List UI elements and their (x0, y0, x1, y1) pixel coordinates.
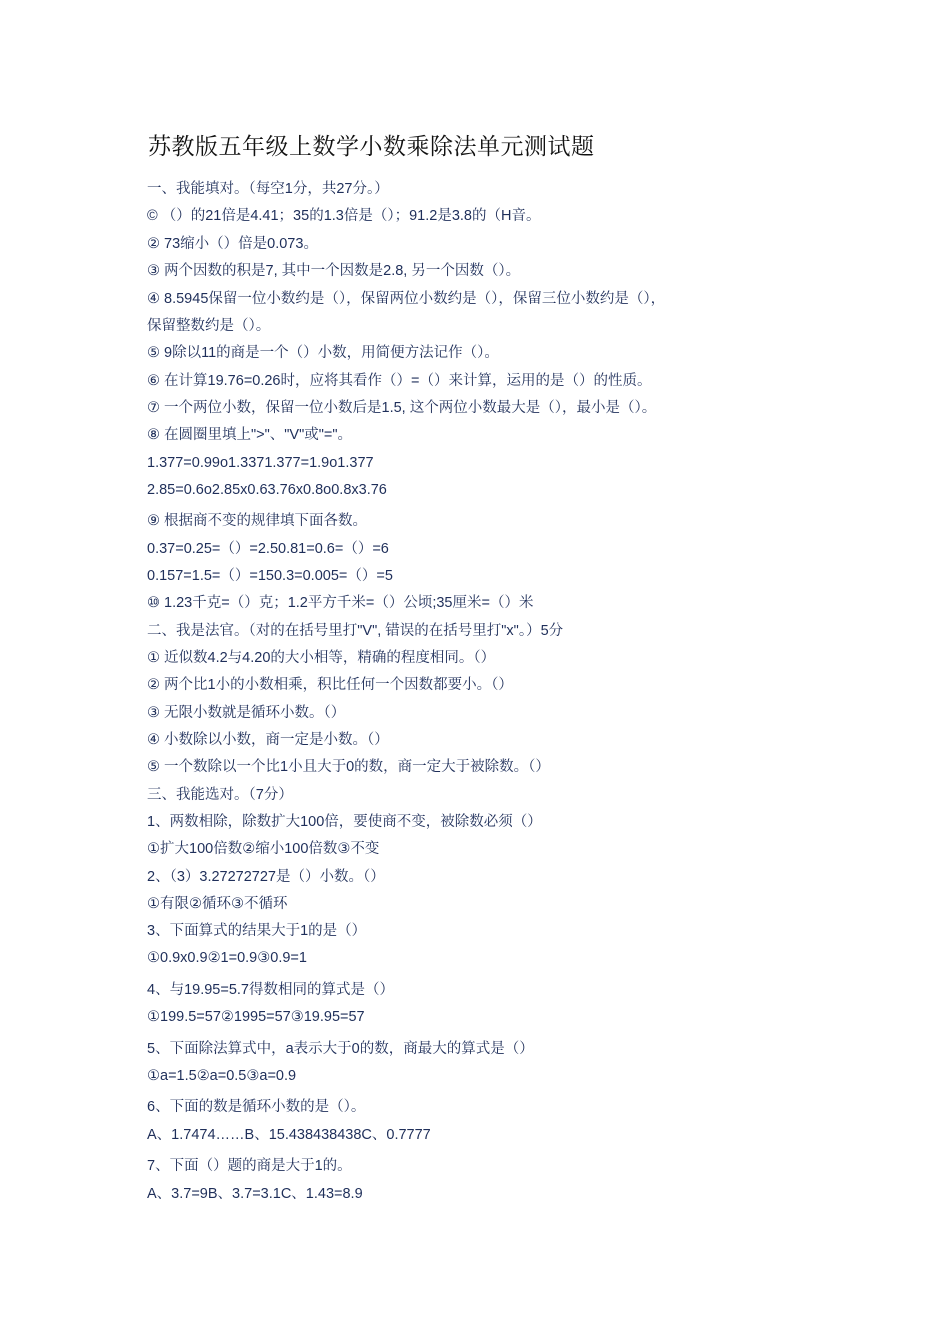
question-line: 2、（3）3.27272727是（）小数。（） (147, 869, 385, 885)
question-line: 6、下面的数是循环小数的是（）。 (147, 1099, 366, 1115)
question-line: ② 两个比1小的小数相乘，积比任何一个因数都要小。（） (147, 677, 513, 693)
question-line: ⑤ 9除以11的商是一个（）小数，用简便方法记作（）。 (147, 345, 499, 361)
question-line: ⑥ 在计算19.76=0.26时，应将其看作（）=（）来计算，运用的是（）的性质。 (147, 373, 652, 389)
options-line: ①有限②循环③不循环 (147, 896, 288, 912)
question-line: 7、下面（）题的商是大于1的。 (147, 1158, 352, 1174)
expression-line: 1.377=0.99o1.3371.377=1.9o1.377 (147, 455, 374, 471)
question-line: ③ 两个因数的积是7, 其中一个因数是2.8, 另一个因数（）。 (147, 263, 521, 279)
options-line: ①a=1.5②a=0.5③a=0.9 (147, 1068, 297, 1084)
question-line: ③ 无限小数就是循环小数。（） (147, 705, 346, 721)
question-line: 保留整数约是（）。 (147, 318, 271, 334)
expression-line: 0.157=1.5=（）=150.3=0.005=（）=5 (147, 568, 393, 584)
options-line: A、3.7=9B、3.7=3.1C、1.43=8.9 (147, 1186, 363, 1202)
question-line: 5、下面除法算式中，a表示大于0的数，商最大的算式是（） (147, 1041, 534, 1057)
options-line: ①199.5=57②1995=57③19.95=57 (147, 1009, 365, 1025)
question-line: ⑩ 1.23千克=（）克；1.2平方千米=（）公顷;35厘米=（）米 (147, 595, 534, 611)
expression-line: 0.37=0.25=（）=2.50.81=0.6=（）=6 (147, 541, 389, 557)
question-line: © （）的21倍是4.41；35的1.3倍是（）；91.2是3.8的（H音。 (147, 208, 541, 224)
options-line: A、1.7474……B、15.438438438C、0.7777 (147, 1127, 431, 1143)
question-line: ⑨ 根据商不变的规律填下面各数。 (147, 513, 368, 529)
section-heading-choose: 三、我能选对。（7分） (147, 787, 293, 803)
question-line: 4、与19.95=5.7得数相同的算式是（） (147, 982, 394, 998)
question-line: ⑦ 一个两位小数，保留一位小数后是1.5, 这个两位小数最大是（），最小是（）。 (147, 400, 657, 416)
question-line: ⑤ 一个数除以一个比1小且大于0的数，商一定大于被除数。（） (147, 759, 550, 775)
section-heading-fill-in: 一、我能填对。（每空1分，共27分。） (147, 181, 389, 197)
document-title: 苏教版五年级上数学小数乘除法单元测试题 (148, 134, 595, 160)
expression-line: 2.85=0.6o2.85x0.63.76x0.8o0.8x3.76 (147, 482, 387, 498)
options-line: ①扩大100倍数②缩小100倍数③不变 (147, 841, 380, 857)
question-line: ① 近似数4.2与4.20的大小相等，精确的程度相同。（） (147, 650, 496, 666)
section-heading-judge: 二、我是法官。（对的在括号里打"V", 错误的在括号里打"x"。）5分 (147, 623, 564, 639)
question-line: 3、下面算式的结果大于1的是（） (147, 923, 367, 939)
question-line: ② 73缩小（）倍是0.073。 (147, 236, 318, 252)
options-line: ①0.9x0.9②1=0.9③0.9=1 (147, 950, 307, 966)
question-line: ④ 小数除以小数，商一定是小数。（） (147, 732, 389, 748)
question-line: ⑧ 在圆圈里填上">"、"V"或"="。 (147, 427, 353, 443)
question-line: ④ 8.5945保留一位小数约是（），保留两位小数约是（），保留三位小数约是（）， (147, 291, 666, 307)
question-line: 1、两数相除，除数扩大100倍，要使商不变，被除数必须（） (147, 814, 542, 830)
